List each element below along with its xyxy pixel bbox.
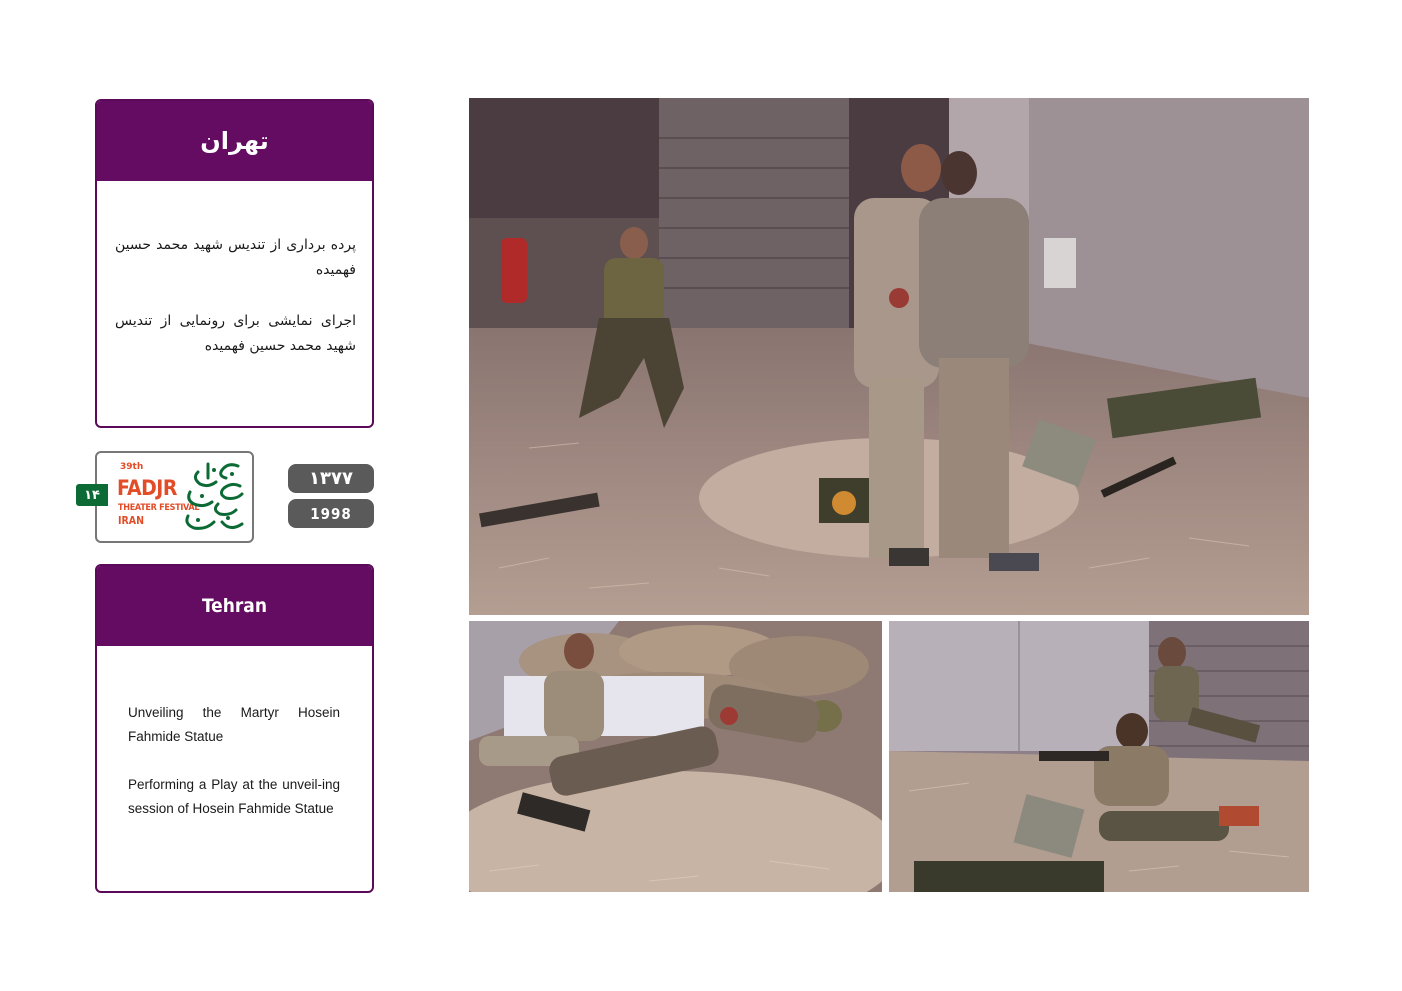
card-title-persian: تهران xyxy=(97,101,372,181)
fallen-soldiers-photo xyxy=(469,621,882,892)
main-performance-photo xyxy=(469,98,1309,615)
english-info-card xyxy=(95,564,374,893)
persian-description xyxy=(97,181,372,359)
english-paragraph-1: Unveiling the Martyr Hosein Fahmide Statue xyxy=(128,705,340,744)
year-persian-badge: ۱۳۷۷ xyxy=(288,464,374,493)
persian-info-card xyxy=(95,99,374,428)
persian-paragraph-2: اجرای نمایشی برای رونمایی از تندیس شهید محمد حسین فهمیده xyxy=(115,313,356,354)
left-photo-scene xyxy=(469,621,882,892)
right-photo-scene xyxy=(889,621,1309,892)
card-title-english: Tehran xyxy=(97,566,372,646)
persian-paragraph-1: پرده برداری از تندیس شهید محمد حسین فهمیده xyxy=(115,237,356,278)
page-number-badge: ۱۴ xyxy=(76,484,108,506)
festival-calligraphy-icon xyxy=(178,458,250,536)
logo-name: FADJR xyxy=(117,476,177,500)
main-photo-scene xyxy=(469,98,1309,615)
english-paragraph-2: Performing a Play at the unveil-ing session of Hosein Fahmide Statue xyxy=(128,777,340,816)
soldiers-on-stairs-photo xyxy=(889,621,1309,892)
english-description xyxy=(97,646,372,821)
logo-country: IRAN xyxy=(118,515,145,527)
year-gregorian-badge: 1998 xyxy=(288,499,374,528)
logo-subtitle: THEATER FESTIVAL xyxy=(118,503,200,513)
logo-edition: 39th xyxy=(120,462,144,472)
